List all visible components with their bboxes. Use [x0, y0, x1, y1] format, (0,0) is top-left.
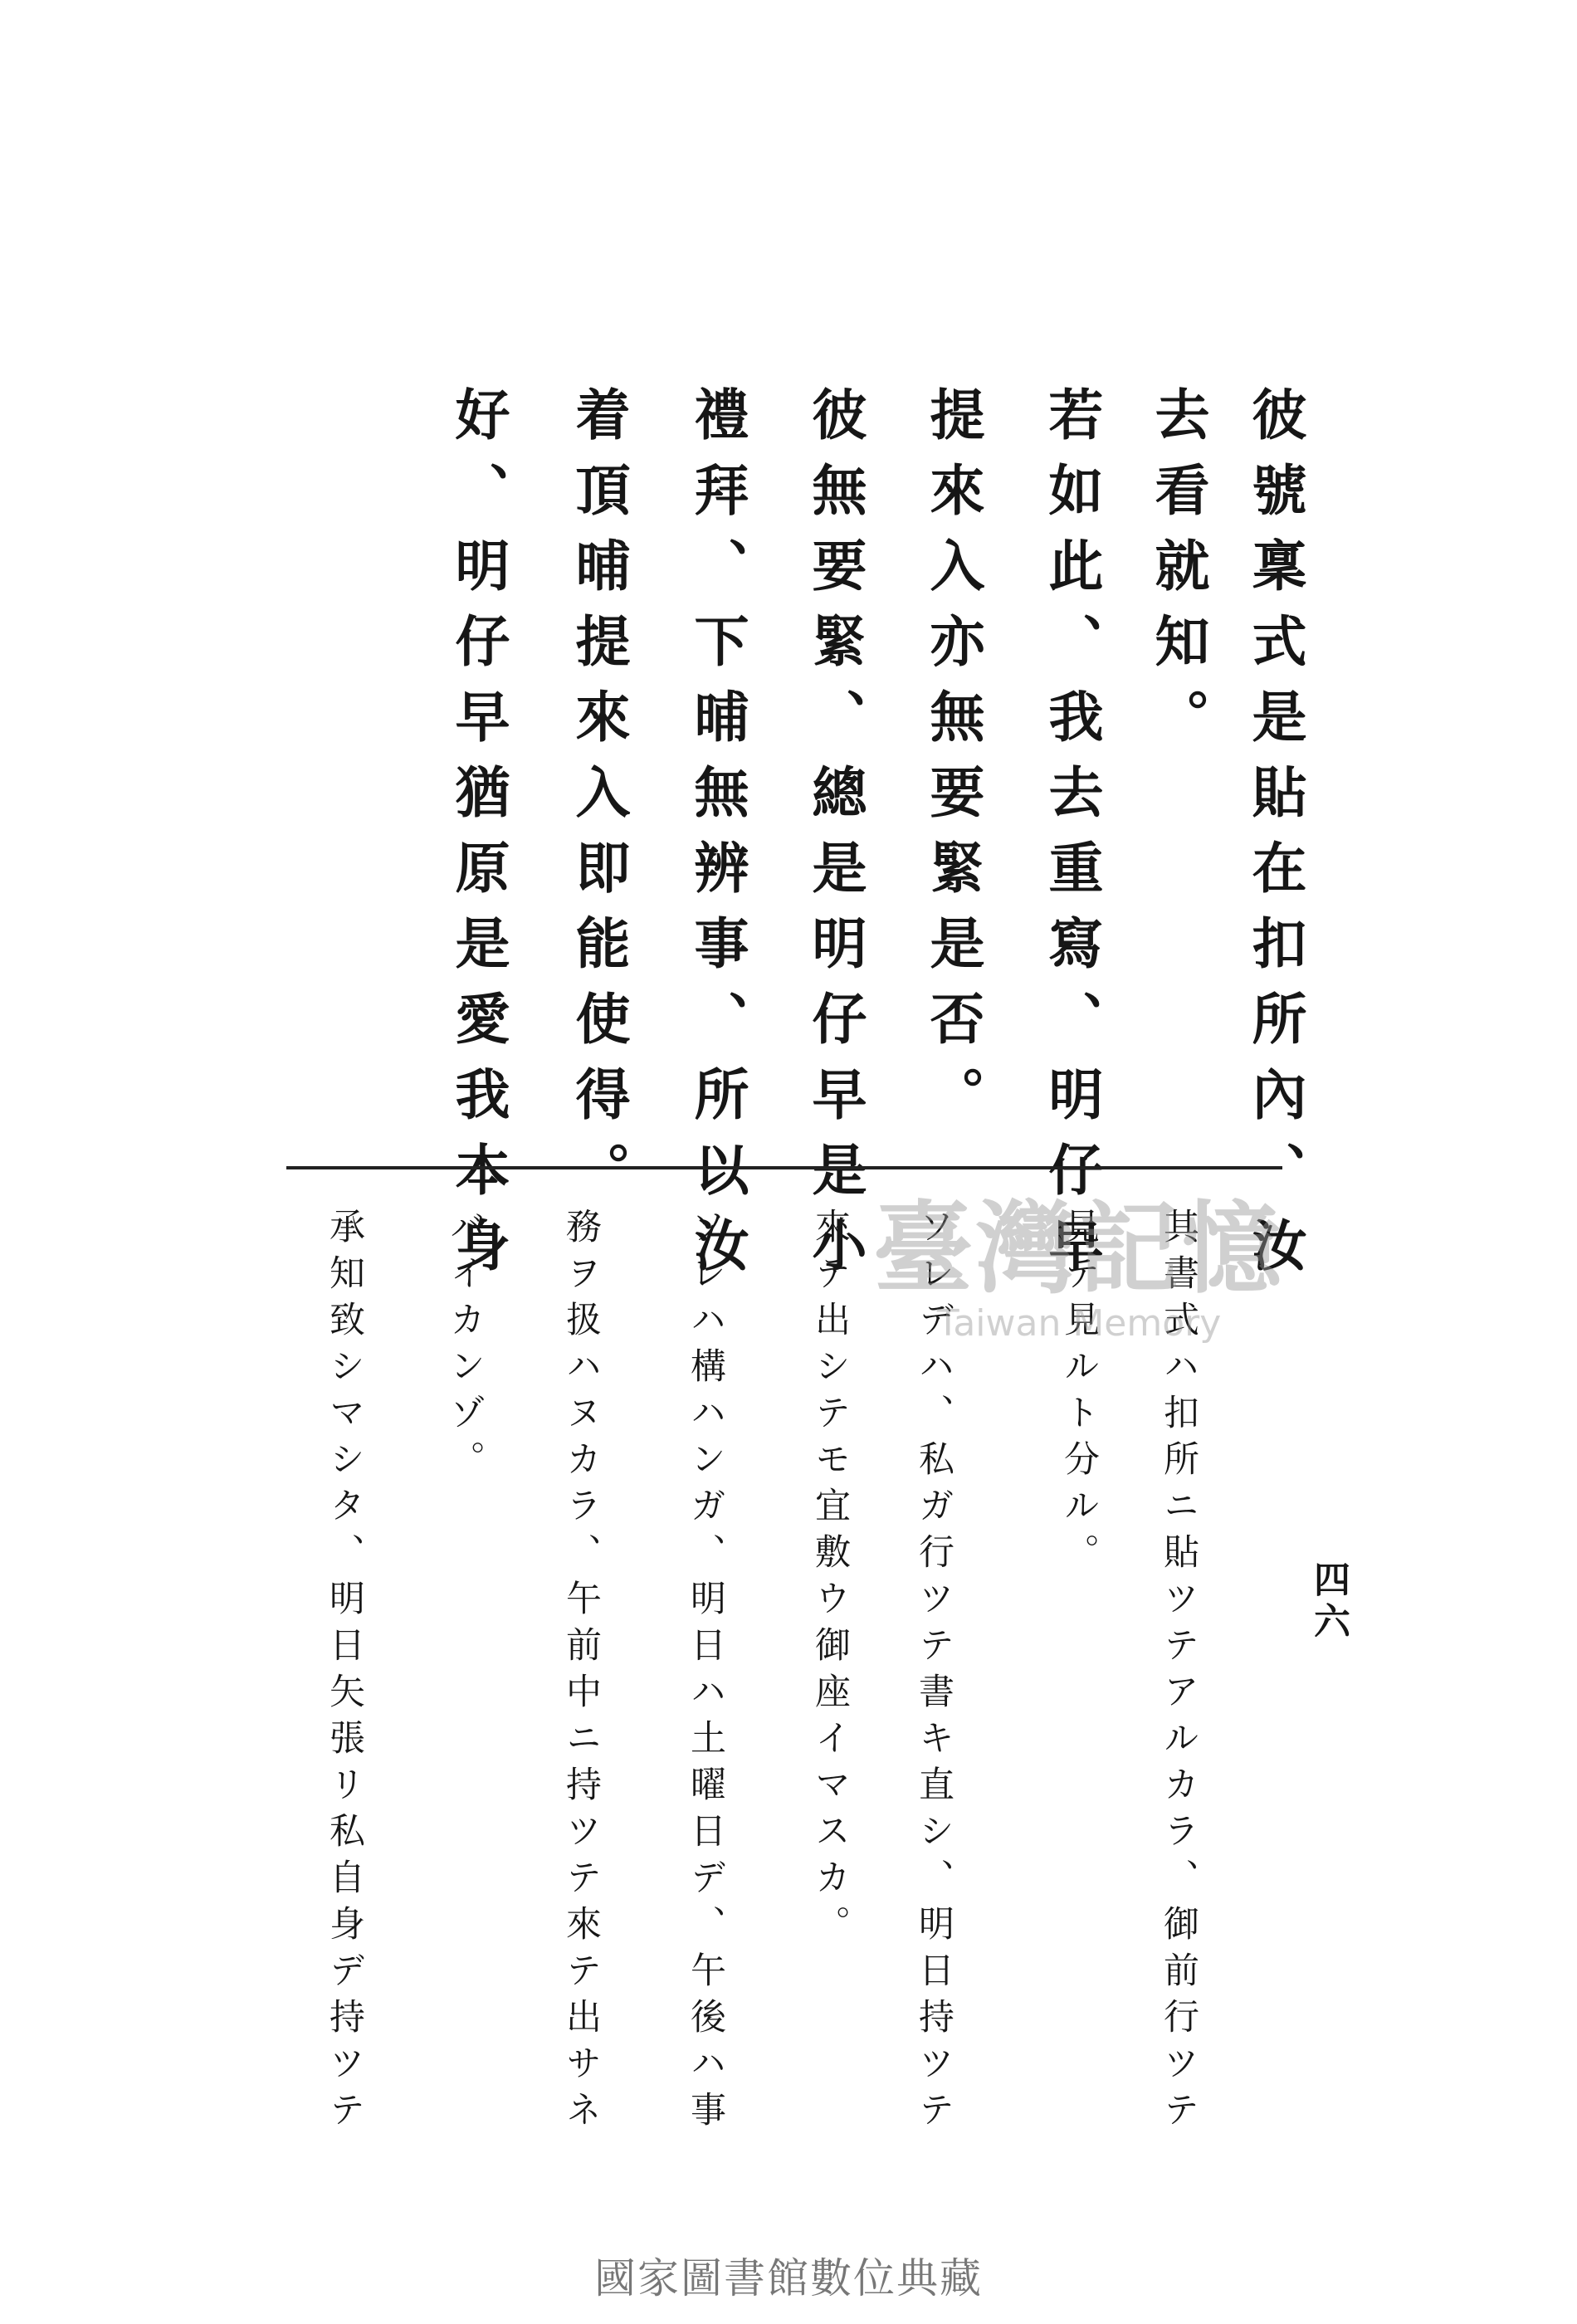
- japanese-text-column: バイカンゾ。: [444, 1208, 486, 1487]
- japanese-text-column: 承知致シマシタ、明日矢張リ私自身デ持ツテ: [324, 1208, 365, 2137]
- taiwanese-text-column: 禮拜、下晡無辨事、所以汝: [685, 386, 749, 1292]
- watermark-chinese: 臺灣記憶: [873, 1190, 1285, 1307]
- japanese-text-column: 見テ見ルト分ル。: [1058, 1208, 1100, 1579]
- taiwanese-text-column: 去看就知。: [1145, 386, 1210, 764]
- japanese-text-column: 務ヲ扱ハヌカラ、午前中ニ持ツテ來テ出サネ: [560, 1208, 602, 2137]
- japanese-text-column: 其書式ハ扣所ニ貼ツテアルカラ、御前行ツテ: [1158, 1208, 1199, 2137]
- watermark-english: Taiwan Memory: [936, 1302, 1222, 1345]
- japanese-text-column: ソレデハ、私ガ行ツテ書キ直シ、明日持ツテ: [913, 1208, 954, 2137]
- taiwanese-text-column: 彼無要緊、總是明仔早是小: [803, 386, 867, 1292]
- section-divider: [286, 1166, 1282, 1169]
- japanese-text-column: ソレハ構ハンガ、明日ハ土曜日デ、午後ハ事: [685, 1208, 726, 2137]
- archive-footer: 國家圖書館數位典藏: [594, 2254, 983, 2302]
- taiwanese-text-column: 着頂晡提來入即能使得。: [566, 386, 631, 1217]
- japanese-text-column: 來テ出シテモ宜敷ウ御座イマスカ。: [809, 1208, 851, 1951]
- taiwanese-text-column: 好、明仔早猶原是愛我本身: [446, 386, 510, 1292]
- taiwanese-text-column: 彼號稟式是貼在扣所內、汝: [1243, 386, 1307, 1292]
- taiwanese-text-column: 提來入亦無要緊是否。: [920, 386, 985, 1141]
- taiwanese-text-column: 若如此、我去重寫、明仔早: [1039, 386, 1104, 1292]
- page-number: 四六: [1307, 1560, 1350, 1643]
